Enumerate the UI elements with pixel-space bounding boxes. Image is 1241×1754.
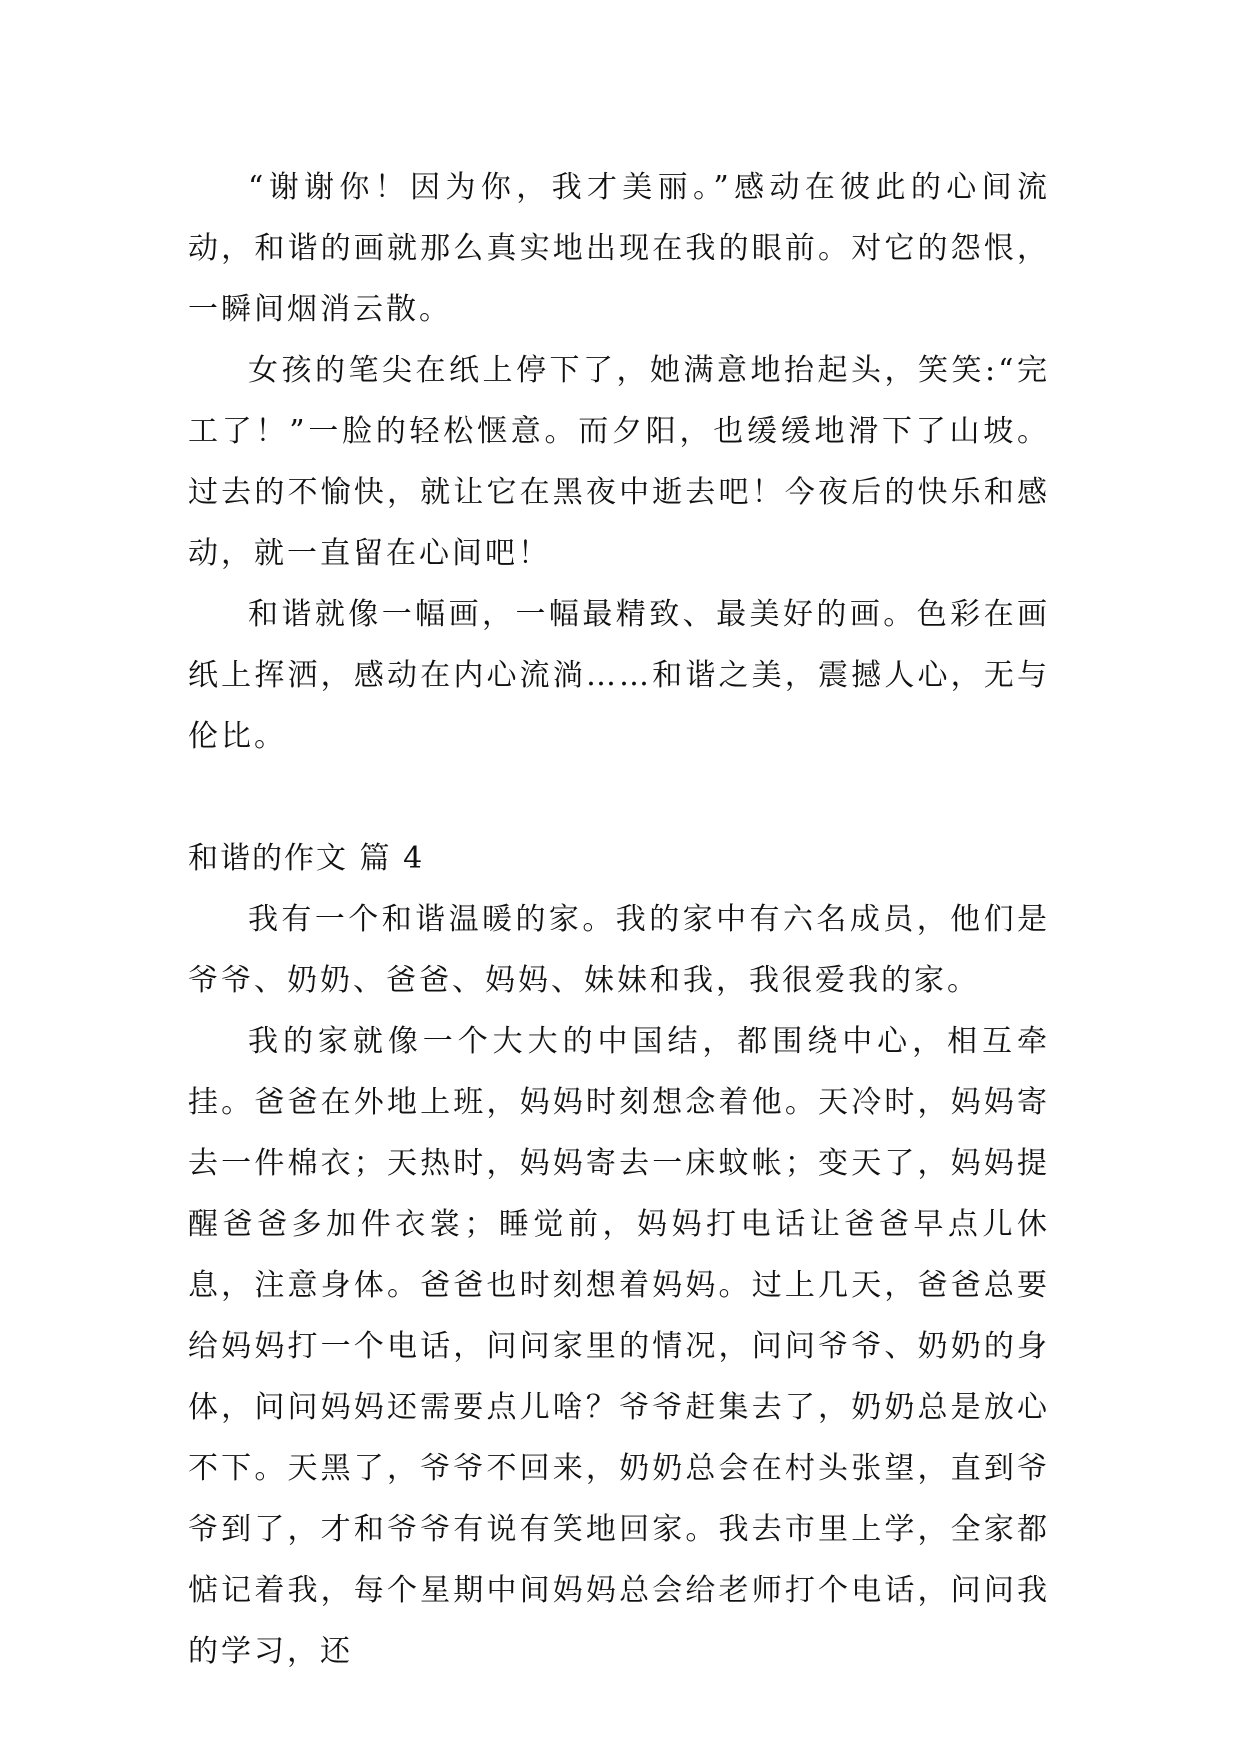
section-title: 和谐的作文 篇 4 [188,841,425,876]
paragraph-family-knot: 我的家就像一个大大的中国结，都围绕中心，相互牵挂。爸爸在外地上班，妈妈时刻想念着他。天冷时，妈妈寄去一件棉衣；天热时，妈妈寄去一床蚊帐；变天了，妈妈提醒爸爸多加件衣裳；睡觉前，妈妈打电话让爸爸早点儿休息，注意身体。爸爸也时刻想着妈妈。过上几天，爸爸总要给妈妈打一个电话，问问家里的情况，问问爷爷、奶奶的身体，问问妈妈还需要点儿啥？爷爷赶集去了，奶奶总是放心不下。天黑了，爷爷不回来，奶奶总会在村头张望，直到爷爷到了，才和爷爷有说有笑地回家。我去市里上学，全家都惦记着我，每个星期中间妈妈总会给老师打个电话，问问我的学习，还 [188,1024,1050,1669]
paragraph-harmony-painting: 和谐就像一幅画，一幅最精致、最美好的画。色彩在画纸上挥洒，感动在内心流淌……和谐之美，震撼人心，无与伦比。 [188,597,1050,754]
document-body [188,157,1050,1682]
paragraph-thanks: “谢谢你！因为你，我才美丽。”感动在彼此的心间流动，和谐的画就那么真实地出现在我的眼前。对它的怨恨，一瞬间烟消云散。 [188,170,1050,327]
paragraph-family-intro: 我有一个和谐温暖的家。我的家中有六名成员，他们是爷爷、奶奶、爸爸、妈妈、妹妹和我，我很爱我的家。 [188,902,1050,998]
paragraph-girl-finished: 女孩的笔尖在纸上停下了，她满意地抬起头，笑笑:“完工了！”一脸的轻松惬意。而夕阳，也缓缓地滑下了山坡。过去的不愉快，就让它在黑夜中逝去吧！今夜后的快乐和感动，就一直留在心间吧！ [188,353,1050,571]
